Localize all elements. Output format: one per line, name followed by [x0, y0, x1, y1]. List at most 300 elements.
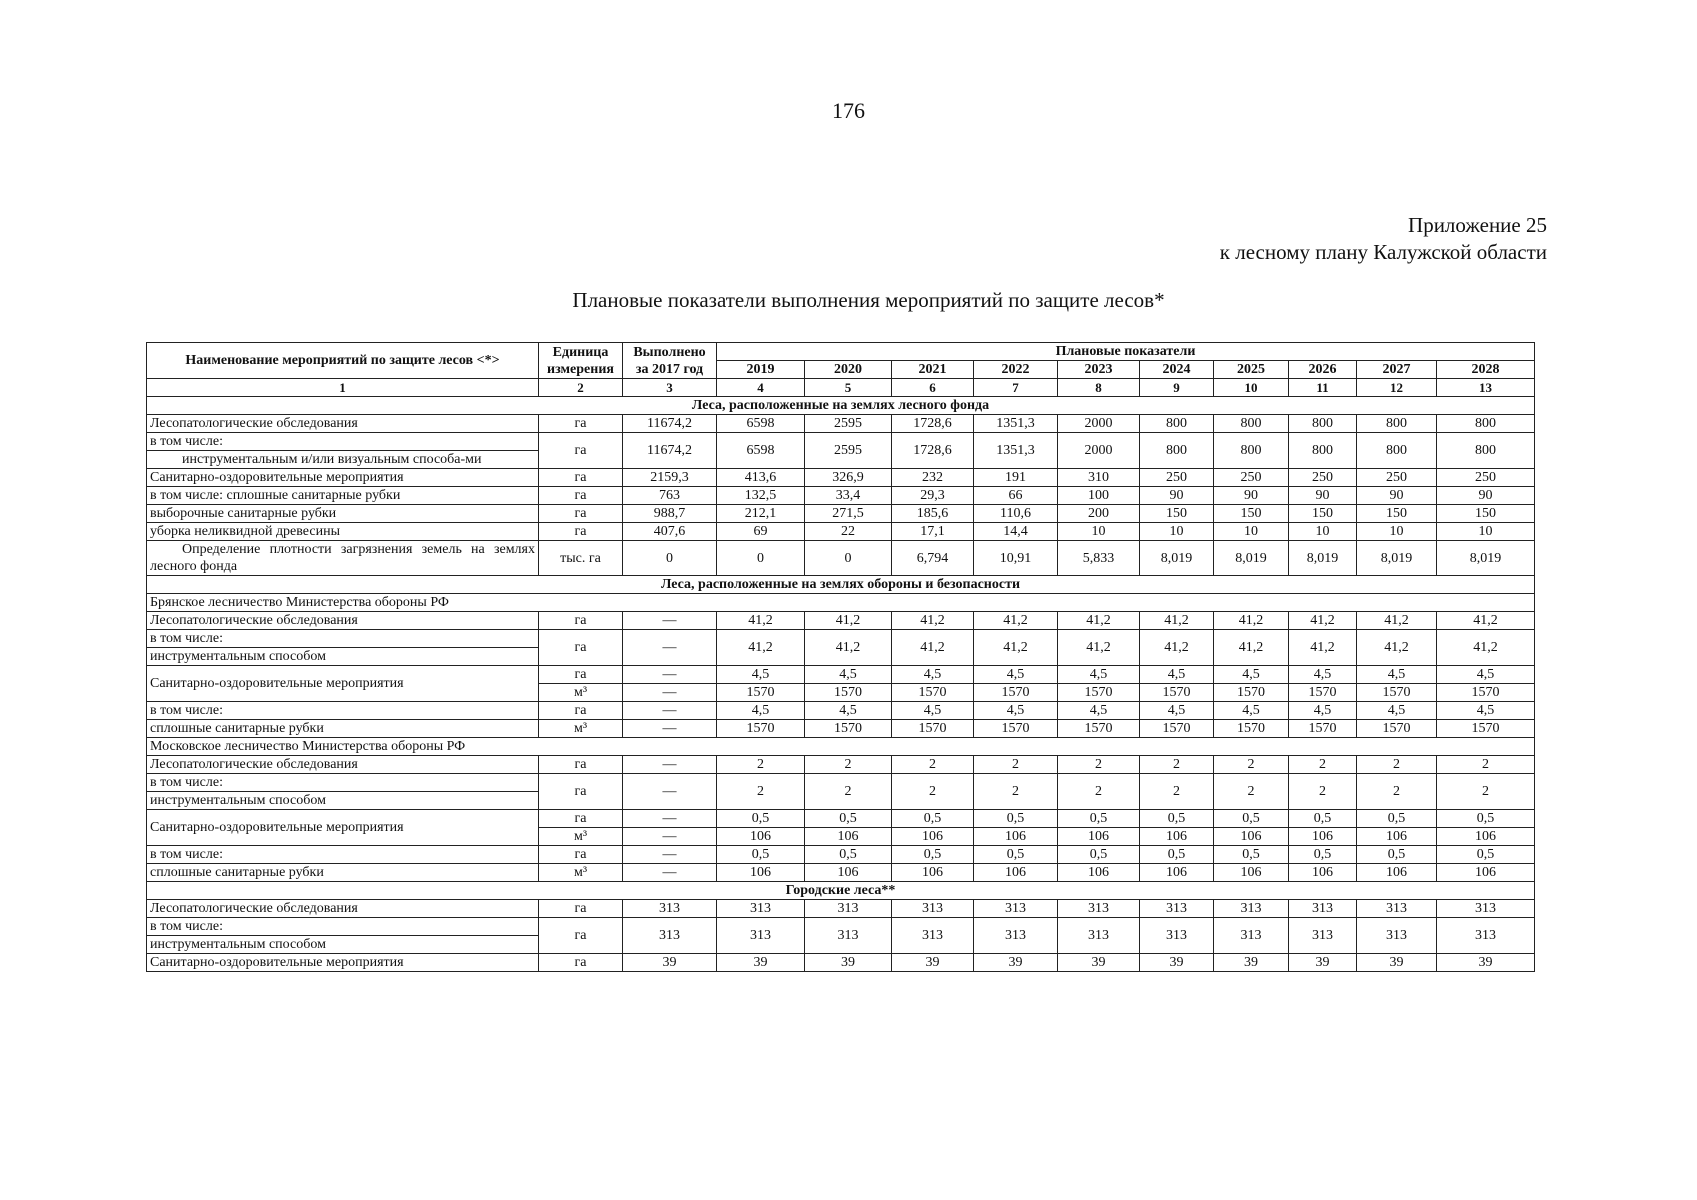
row-value: 2: [1289, 774, 1357, 810]
row-value: 39: [1289, 954, 1357, 972]
row-value: 1570: [1140, 720, 1214, 738]
row-value: 10: [1437, 523, 1535, 541]
row-value: 313: [1289, 900, 1357, 918]
table-row: [147, 720, 1535, 738]
row-value: 1570: [717, 720, 805, 738]
row-value: 41,2: [1214, 612, 1289, 630]
row-unit: га: [539, 630, 623, 666]
row-value: 106: [1289, 828, 1357, 846]
row-done: —: [623, 864, 717, 882]
header-row-1: [147, 343, 1535, 361]
row-value: 2: [1058, 774, 1140, 810]
row-value: 313: [1058, 918, 1140, 954]
row-value: 1570: [1140, 684, 1214, 702]
row-value: 0,5: [1289, 810, 1357, 828]
row-value: 313: [717, 900, 805, 918]
row-value: 106: [1058, 828, 1140, 846]
row-value: 800: [1289, 415, 1357, 433]
row-value: 1570: [1289, 684, 1357, 702]
row-value: 110,6: [974, 505, 1058, 523]
table-row: [147, 774, 1535, 792]
row-value: 150: [1140, 505, 1214, 523]
row-value: 41,2: [1289, 612, 1357, 630]
row-name: Определение плотности загрязнения земель на землях лесного фонда: [147, 541, 539, 576]
row-value: 413,6: [717, 469, 805, 487]
row-value: 41,2: [1214, 630, 1289, 666]
index-cell: 11: [1289, 379, 1357, 397]
row-value: 14,4: [974, 523, 1058, 541]
index-cell: 2: [539, 379, 623, 397]
row-value: 0,5: [1214, 846, 1289, 864]
table-row: [147, 846, 1535, 864]
row-value: 250: [1437, 469, 1535, 487]
row-name: инструментальным способом: [147, 648, 539, 666]
row-value: 313: [1058, 900, 1140, 918]
row-value: 41,2: [892, 612, 974, 630]
row-value: 4,5: [1140, 666, 1214, 684]
row-value: 41,2: [1140, 630, 1214, 666]
row-value: 2595: [805, 415, 892, 433]
row-value: 0,5: [1140, 810, 1214, 828]
row-name: выборочные санитарные рубки: [147, 505, 539, 523]
row-value: 33,4: [805, 487, 892, 505]
row-name: в том числе:: [147, 433, 539, 451]
row-name: в том числе: сплошные санитарные рубки: [147, 487, 539, 505]
row-value: 2: [892, 756, 974, 774]
row-value: 1351,3: [974, 433, 1058, 469]
row-value: 4,5: [805, 702, 892, 720]
row-value: 39: [1437, 954, 1535, 972]
row-value: 8,019: [1214, 541, 1289, 576]
row-value: 106: [892, 828, 974, 846]
row-done: —: [623, 774, 717, 810]
table-row: [147, 864, 1535, 882]
row-value: 106: [1357, 864, 1437, 882]
row-value: 185,6: [892, 505, 974, 523]
table-row: [147, 523, 1535, 541]
row-value: 1570: [974, 684, 1058, 702]
row-value: 29,3: [892, 487, 974, 505]
row-value: 1570: [892, 720, 974, 738]
row-done: 988,7: [623, 505, 717, 523]
row-value: 106: [1058, 864, 1140, 882]
row-value: 4,5: [1289, 702, 1357, 720]
row-value: 10,91: [974, 541, 1058, 576]
row-value: 41,2: [1058, 630, 1140, 666]
row-value: 10: [1214, 523, 1289, 541]
row-value: 4,5: [974, 666, 1058, 684]
row-value: 66: [974, 487, 1058, 505]
row-done: 39: [623, 954, 717, 972]
row-unit: га: [539, 756, 623, 774]
row-value: 1570: [1289, 720, 1357, 738]
row-value: 0,5: [805, 810, 892, 828]
row-value: 4,5: [892, 666, 974, 684]
row-value: 10: [1140, 523, 1214, 541]
row-name: инструментальным способом: [147, 792, 539, 810]
row-value: 4,5: [1214, 702, 1289, 720]
year-cell: 2019: [717, 361, 805, 379]
section-title: Леса, расположенные на землях обороны и безопасности: [147, 576, 1535, 594]
row-done: 2159,3: [623, 469, 717, 487]
row-value: 2: [1437, 774, 1535, 810]
row-value: 41,2: [1140, 612, 1214, 630]
row-name: Лесопатологические обследования: [147, 900, 539, 918]
row-done: —: [623, 720, 717, 738]
row-value: 100: [1058, 487, 1140, 505]
row-value: 41,2: [1357, 612, 1437, 630]
row-name: Санитарно-оздоровительные мероприятия: [147, 954, 539, 972]
year-cell: 2020: [805, 361, 892, 379]
year-cell: 2025: [1214, 361, 1289, 379]
row-value: 250: [1357, 469, 1437, 487]
row-done: —: [623, 630, 717, 666]
row-value: 1570: [1058, 720, 1140, 738]
index-cell: 10: [1214, 379, 1289, 397]
row-value: 4,5: [974, 702, 1058, 720]
row-done: 313: [623, 918, 717, 954]
row-value: 800: [1140, 433, 1214, 469]
row-done: —: [623, 846, 717, 864]
table-row: [147, 702, 1535, 720]
row-value: 4,5: [1289, 666, 1357, 684]
index-cell: 9: [1140, 379, 1214, 397]
row-value: 4,5: [1357, 666, 1437, 684]
row-value: 1570: [1214, 684, 1289, 702]
table-row: [147, 433, 1535, 451]
row-done: —: [623, 756, 717, 774]
row-unit: га: [539, 523, 623, 541]
row-value: 2: [1140, 774, 1214, 810]
row-value: 150: [1214, 505, 1289, 523]
row-value: 310: [1058, 469, 1140, 487]
row-value: 106: [1214, 828, 1289, 846]
row-done: 763: [623, 487, 717, 505]
row-value: 313: [892, 900, 974, 918]
row-value: 800: [1357, 415, 1437, 433]
row-value: 6598: [717, 433, 805, 469]
row-value: 4,5: [1437, 702, 1535, 720]
row-value: 2595: [805, 433, 892, 469]
row-value: 313: [1357, 900, 1437, 918]
row-unit: м³: [539, 828, 623, 846]
row-value: 1351,3: [974, 415, 1058, 433]
year-cell: 2021: [892, 361, 974, 379]
row-value: 1570: [1214, 720, 1289, 738]
row-value: 1570: [1437, 720, 1535, 738]
row-value: 2: [1357, 774, 1437, 810]
row-value: 106: [1214, 864, 1289, 882]
row-value: 0,5: [717, 846, 805, 864]
appendix-line-2: к лесному плану Калужской области: [1219, 240, 1547, 264]
row-value: 2: [1058, 756, 1140, 774]
row-value: 150: [1289, 505, 1357, 523]
row-value: 106: [717, 864, 805, 882]
row-value: 39: [805, 954, 892, 972]
row-name: в том числе:: [147, 918, 539, 936]
table-row: [147, 900, 1535, 918]
row-value: 2: [805, 756, 892, 774]
row-value: 4,5: [717, 702, 805, 720]
year-cell: 2026: [1289, 361, 1357, 379]
row-value: 800: [1357, 433, 1437, 469]
row-value: 200: [1058, 505, 1140, 523]
subheading-row: [147, 594, 1535, 612]
row-value: 313: [1437, 900, 1535, 918]
row-value: 39: [1357, 954, 1437, 972]
row-value: 313: [1214, 918, 1289, 954]
row-value: 313: [1140, 918, 1214, 954]
table-row: [147, 505, 1535, 523]
row-value: 39: [1140, 954, 1214, 972]
row-done: 11674,2: [623, 415, 717, 433]
table-row: [147, 666, 1535, 684]
row-value: 326,9: [805, 469, 892, 487]
row-value: 4,5: [1214, 666, 1289, 684]
row-value: 10: [1289, 523, 1357, 541]
row-value: 1570: [717, 684, 805, 702]
row-value: 4,5: [1357, 702, 1437, 720]
row-unit: га: [539, 954, 623, 972]
row-name: в том числе:: [147, 702, 539, 720]
row-unit: м³: [539, 684, 623, 702]
row-value: 800: [1214, 415, 1289, 433]
row-value: 0,5: [892, 810, 974, 828]
table-row: [147, 630, 1535, 648]
row-unit: га: [539, 810, 623, 828]
index-cell: 13: [1437, 379, 1535, 397]
row-name: в том числе:: [147, 630, 539, 648]
forestry-title: Московское лесничество Министерства обороны РФ: [147, 738, 1535, 756]
row-value: 2: [1437, 756, 1535, 774]
row-value: 4,5: [1140, 702, 1214, 720]
row-value: 800: [1437, 415, 1535, 433]
row-value: 313: [974, 918, 1058, 954]
row-value: 0,5: [1058, 846, 1140, 864]
row-value: 313: [805, 918, 892, 954]
row-value: 90: [1437, 487, 1535, 505]
row-value: 6,794: [892, 541, 974, 576]
row-value: 132,5: [717, 487, 805, 505]
row-value: 41,2: [892, 630, 974, 666]
row-value: 8,019: [1357, 541, 1437, 576]
row-value: 232: [892, 469, 974, 487]
row-value: 10: [1357, 523, 1437, 541]
row-value: 5,833: [1058, 541, 1140, 576]
row-value: 1570: [1437, 684, 1535, 702]
row-done: 11674,2: [623, 433, 717, 469]
row-value: 0,5: [974, 846, 1058, 864]
row-value: 1570: [805, 684, 892, 702]
row-value: 41,2: [805, 630, 892, 666]
row-value: 8,019: [1289, 541, 1357, 576]
row-value: 1570: [1357, 720, 1437, 738]
row-value: 1728,6: [892, 415, 974, 433]
row-value: 90: [1140, 487, 1214, 505]
table-row: [147, 469, 1535, 487]
appendix-caption: [1220, 212, 1547, 266]
row-value: 39: [892, 954, 974, 972]
row-unit: га: [539, 774, 623, 810]
row-value: 41,2: [805, 612, 892, 630]
row-value: 2: [974, 756, 1058, 774]
row-value: 1570: [974, 720, 1058, 738]
row-value: 41,2: [1437, 630, 1535, 666]
row-value: 2: [1214, 756, 1289, 774]
row-value: 41,2: [717, 612, 805, 630]
year-cell: 2027: [1357, 361, 1437, 379]
table-row: [147, 756, 1535, 774]
row-value: 0,5: [805, 846, 892, 864]
row-value: 90: [1289, 487, 1357, 505]
row-value: 271,5: [805, 505, 892, 523]
row-value: 41,2: [1289, 630, 1357, 666]
row-done: 313: [623, 900, 717, 918]
row-value: 0,5: [717, 810, 805, 828]
page-number: 176: [832, 98, 865, 123]
section-title: Городские леса**: [147, 882, 1535, 900]
section-row: [147, 397, 1535, 415]
row-unit: м³: [539, 720, 623, 738]
row-value: 2: [1357, 756, 1437, 774]
row-value: 106: [1140, 828, 1214, 846]
row-name: инструментальным способом: [147, 936, 539, 954]
row-value: 106: [974, 828, 1058, 846]
row-value: 39: [1058, 954, 1140, 972]
table-row: [147, 487, 1535, 505]
row-value: 313: [1140, 900, 1214, 918]
row-value: 41,2: [1058, 612, 1140, 630]
row-value: 106: [805, 828, 892, 846]
row-value: 0,5: [892, 846, 974, 864]
row-value: 41,2: [974, 612, 1058, 630]
row-name: Санитарно-оздоровительные мероприятия: [147, 810, 539, 846]
table-row: [147, 415, 1535, 433]
row-done: —: [623, 702, 717, 720]
row-value: 90: [1357, 487, 1437, 505]
row-value: 0: [717, 541, 805, 576]
row-value: 41,2: [1357, 630, 1437, 666]
row-value: 313: [974, 900, 1058, 918]
row-value: 250: [1140, 469, 1214, 487]
table-row: [147, 612, 1535, 630]
row-value: 313: [805, 900, 892, 918]
row-value: 2: [892, 774, 974, 810]
row-value: 0,5: [1289, 846, 1357, 864]
year-cell: 2023: [1058, 361, 1140, 379]
row-unit: га: [539, 900, 623, 918]
forestry-title: Брянское лесничество Министерства обороны РФ: [147, 594, 1535, 612]
row-unit: га: [539, 702, 623, 720]
row-value: 2: [717, 774, 805, 810]
document-title: Плановые показатели выполнения мероприятий по защите лесов*: [572, 288, 1165, 312]
row-value: 90: [1214, 487, 1289, 505]
row-name: инструментальным и/или визуальным способа-ми: [147, 451, 539, 469]
row-value: 106: [1140, 864, 1214, 882]
row-value: 1570: [1357, 684, 1437, 702]
row-value: 39: [1214, 954, 1289, 972]
row-value: 800: [1214, 433, 1289, 469]
header-name: Наименование мероприятий по защите лесов <*>: [147, 343, 539, 379]
row-value: 0,5: [1140, 846, 1214, 864]
row-value: 4,5: [1058, 666, 1140, 684]
forest-protection-table: [146, 342, 1535, 972]
row-name: уборка неликвидной древесины: [147, 523, 539, 541]
row-value: 150: [1357, 505, 1437, 523]
table-row: [147, 541, 1535, 576]
row-value: 106: [1357, 828, 1437, 846]
section-title: Леса, расположенные на землях лесного фонда: [147, 397, 1535, 415]
table-row: [147, 918, 1535, 936]
row-unit: га: [539, 415, 623, 433]
row-value: 1728,6: [892, 433, 974, 469]
row-value: 106: [1289, 864, 1357, 882]
row-value: 0,5: [1437, 810, 1535, 828]
index-cell: 1: [147, 379, 539, 397]
row-value: 106: [805, 864, 892, 882]
row-value: 800: [1289, 433, 1357, 469]
row-name: Лесопатологические обследования: [147, 415, 539, 433]
row-value: 69: [717, 523, 805, 541]
row-value: 6598: [717, 415, 805, 433]
table-row: [147, 810, 1535, 828]
row-value: 106: [1437, 864, 1535, 882]
row-value: 41,2: [1437, 612, 1535, 630]
row-value: 22: [805, 523, 892, 541]
row-name: в том числе:: [147, 846, 539, 864]
row-value: 2: [1289, 756, 1357, 774]
row-name: сплошные санитарные рубки: [147, 720, 539, 738]
row-value: 191: [974, 469, 1058, 487]
table-row: [147, 954, 1535, 972]
row-unit: га: [539, 433, 623, 469]
row-value: 250: [1214, 469, 1289, 487]
row-value: 10: [1058, 523, 1140, 541]
row-value: 313: [1289, 918, 1357, 954]
row-value: 800: [1140, 415, 1214, 433]
subheading-row: [147, 738, 1535, 756]
row-name: в том числе:: [147, 774, 539, 792]
row-unit: га: [539, 846, 623, 864]
row-value: 0,5: [1214, 810, 1289, 828]
row-value: 2000: [1058, 433, 1140, 469]
row-value: 0,5: [974, 810, 1058, 828]
year-cell: 2022: [974, 361, 1058, 379]
row-done: —: [623, 828, 717, 846]
row-value: 0,5: [1437, 846, 1535, 864]
row-value: 1570: [805, 720, 892, 738]
row-done: 407,6: [623, 523, 717, 541]
row-value: 2: [974, 774, 1058, 810]
row-value: 4,5: [1058, 702, 1140, 720]
row-unit: га: [539, 612, 623, 630]
row-value: 212,1: [717, 505, 805, 523]
index-cell: 4: [717, 379, 805, 397]
row-name: Санитарно-оздоровительные мероприятия: [147, 666, 539, 702]
row-done: —: [623, 666, 717, 684]
row-value: 1570: [1058, 684, 1140, 702]
year-cell: 2028: [1437, 361, 1535, 379]
index-cell: 7: [974, 379, 1058, 397]
row-value: 150: [1437, 505, 1535, 523]
row-unit: м³: [539, 864, 623, 882]
row-unit: га: [539, 487, 623, 505]
row-name: Лесопатологические обследования: [147, 756, 539, 774]
row-value: 2: [1214, 774, 1289, 810]
row-value: 17,1: [892, 523, 974, 541]
row-value: 106: [974, 864, 1058, 882]
row-value: 8,019: [1437, 541, 1535, 576]
